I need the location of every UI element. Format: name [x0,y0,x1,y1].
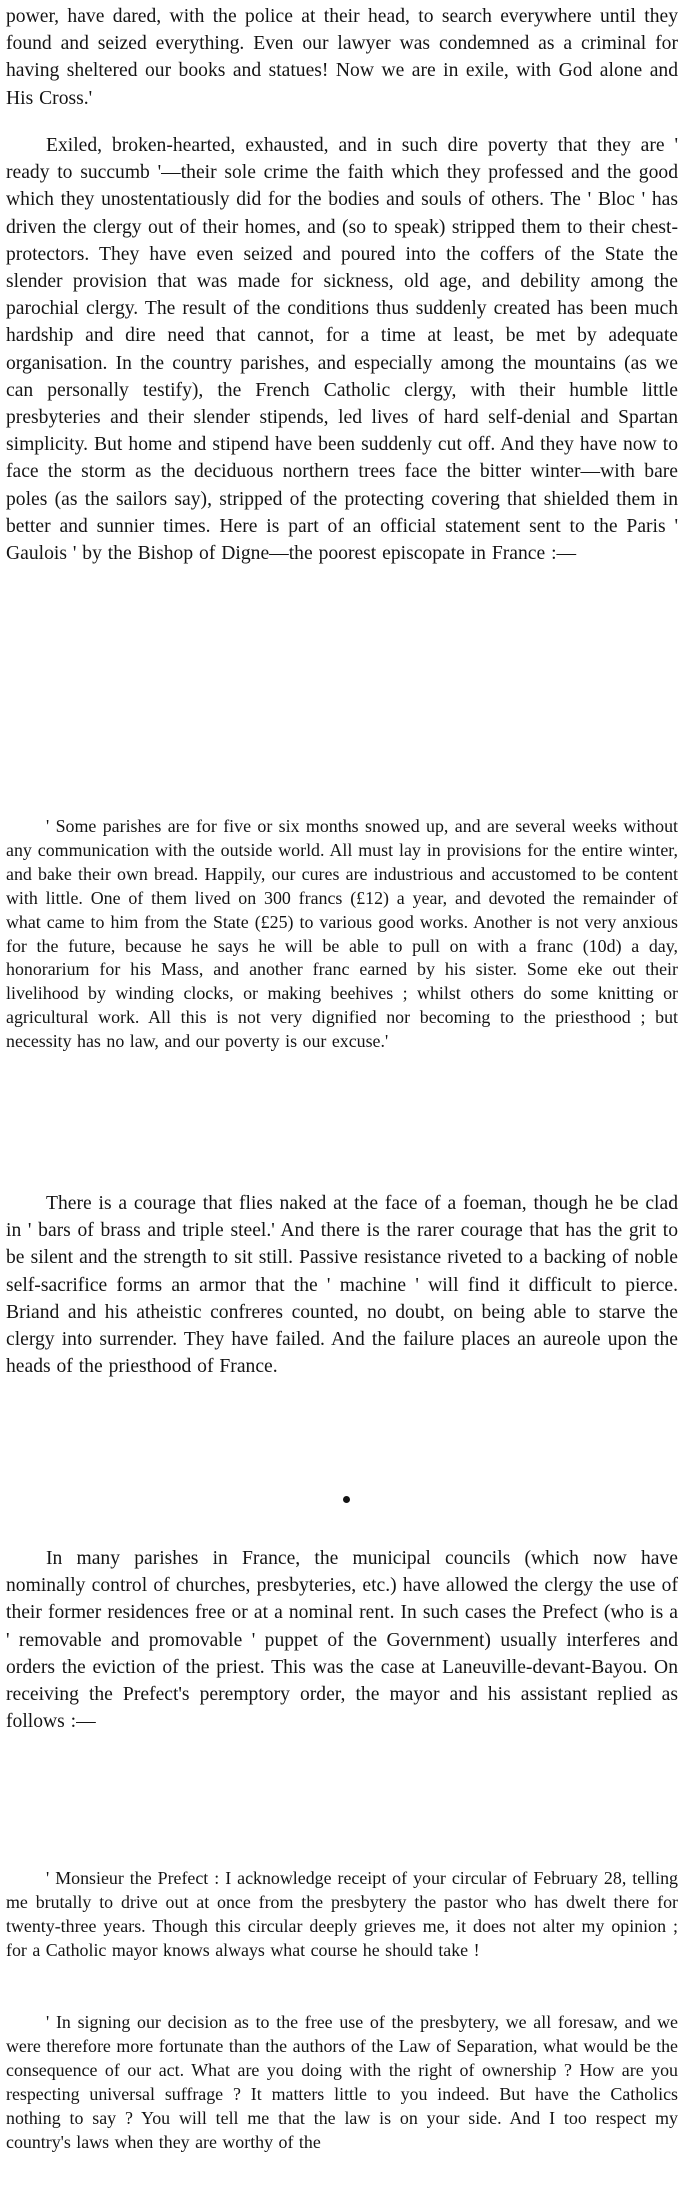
section-separator-dot [343,1496,350,1503]
paragraph-continuation: power, have dared, with the police at their head, to search everywhere until they found and seized everything. Even our lawyer was condemned as a criminal for having sheltered our books and statues! Now we are in exile, with God alone and His Cross.' [6,6,678,109]
quote-bishop-of-digne: ' Some parishes are for five or six months snowed up, and are several weeks without any communication with the outside world. All must lay in provisions for the entire winter, and bake their own bread. Happily, our cures are industrious and accustomed to be content with little. One of them lived on 300 francs (£12) a year, and devoted the remainder of what came to him from the State (£25) to various good works. Another is not very anxious for the future, because he says he will be able to pull on with a franc (10d) a day, honorarium for his Mass, and another franc earned by his sister. Some eke out their livelihood by winding clocks, or making beehives ; whilst others do some knitting or agricultural work. All this is not very dignified nor becoming to the priesthood ; but necessity has no law, and our poverty is our excuse.' [6,816,678,1052]
article-column [6,0,678,2206]
paragraph-exiled-clergy: Exiled, broken-hearted, exhausted, and in such dire poverty that they are ' ready to succumb '—their sole crime the faith which they professed and the good which they unostentatiously did for the bodies and souls of others. The ' Bloc ' has driven the clergy out of their homes, and (so to speak) stripped them to their chest-protectors. They have even seized and poured into the coffers of the State the slender provision that was made for sickness, old age, and debility among the parochial clergy. The result of the conditions thus suddenly created has been much hardship and dire need that cannot, for a time at least, be met by adequate organisation. In the country parishes, and especially among the mountains (as we can personally testify), the French Catholic clergy, with their humble little presbyteries and their slender stipends, led lives of hard self-denial and Spartan simplicity. But home and stipend have been suddenly cut off. And they have now to face the storm as the deciduous northern trees face the bitter winter—with bare poles (as the sailors say), stripped of the protecting covering that shielded them in better and sunnier times. Here is part of an official statement sent to the Paris ' Gaulois ' by the Bishop of Digne—the poorest episcopate in France :— [6,135,678,565]
quote-mayor-letter-part-2: ' In signing our decision as to the free use of the presbytery, we all foresaw, and we were therefore more fortunate than the authors of the Law of Separation, what would be the consequence of our act. What are you doing with the right of ownership ? How are you respecting universal suffrage ? It matters little to you indeed. But have the Catholics nothing to say ? You will tell me that the law is on your side. And I too respect my country's laws when they are worthy of the [6,2012,678,2152]
quote-mayor-letter-part-1: ' Monsieur the Prefect : I acknowledge receipt of your circular of February 28, telling me brutally to drive out at once from the presbytery the pastor who has dwelt there for twenty-three years. Though this circular deeply grieves me, it does not alter my opinion ; for a Catholic mayor knows always what course he should take ! [6,1868,678,1960]
paragraph-municipal-councils: In many parishes in France, the municipal councils (which now have nominally control of churches, presbyteries, etc.) have allowed the clergy the use of their former residences free or at a nominal rent. In such cases the Prefect (who is a ' removable and promovable ' puppet of the Government) usually interferes and orders the eviction of the priest. This was the case at Laneuville-devant-Bayou. On receiving the Prefect's peremptory order, the mayor and his assistant replied as follows :— [6,1548,678,1733]
paragraph-courage: There is a courage that flies naked at the face of a foeman, though he be clad in ' bars of brass and triple steel.' And there is the rarer courage that has the grit to be silent and the strength to sit still. Passive resistance riveted to a backing of noble self-sacrifice forms an armor that the ' machine ' will find it difficult to pierce. Briand and his atheistic confreres counted, no doubt, on being able to starve the clergy into surrender. They have failed. And the failure places an aureole upon the heads of the priesthood of France. [6,1193,678,1378]
